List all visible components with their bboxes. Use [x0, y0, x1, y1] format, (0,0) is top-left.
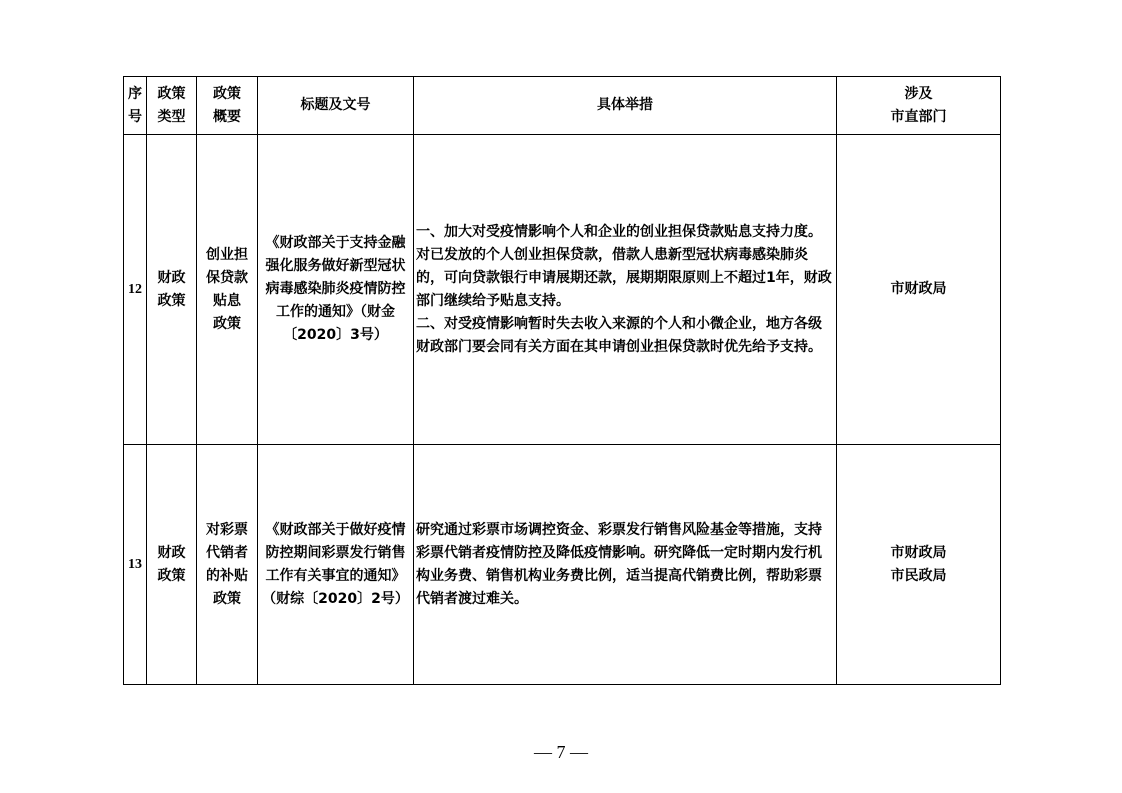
row-measures: 一、加大对受疫情影响个人和企业的创业担保贷款贴息支持力度。对已发放的个人创业担保贷款，借款人患新型冠状病毒感染肺炎的，可向贷款银行申请展期还款，展期期限原则上不超过1年，财政部门继续给予贴息支持。 二、对受疫情影响暂时失去收入来源的个人和小微企业，地方各级财政部门要会同有关方面在其申请创业担保贷款时优先给予支持。: [414, 135, 837, 445]
row-department: 市财政局: [837, 135, 1001, 445]
header-department: 涉及 市直部门: [837, 77, 1001, 135]
row-policy-type: 财政 政策: [147, 135, 197, 445]
table-row: [124, 445, 1001, 685]
row-measures: 研究通过彩票市场调控资金、彩票发行销售风险基金等措施，支持彩票代销者疫情防控及降低疫情影响。研究降低一定时期内发行机构业务费、销售机构业务费比例，适当提高代销费比例，帮助彩票代销者渡过难关。: [414, 445, 837, 685]
policy-table: [123, 76, 1001, 685]
row-policy-summary: 对彩票 代销者 的补贴 政策: [197, 445, 258, 685]
page-number: — 7 —: [534, 742, 588, 762]
row-department: 市财政局 市民政局: [837, 445, 1001, 685]
row-policy-type: 财政 政策: [147, 445, 197, 685]
header-title: 标题及文号: [258, 77, 414, 135]
header-measures: 具体举措: [414, 77, 837, 135]
row-title: 《财政部关于支持金融强化服务做好新型冠状病毒感染肺炎疫情防控工作的通知》（财金〔2020〕3号）: [258, 135, 414, 445]
table-row: [124, 135, 1001, 445]
row-seq: 12: [124, 135, 147, 445]
row-seq: 13: [124, 445, 147, 685]
header-policy-summary: 政策 概要: [197, 77, 258, 135]
table-header-row: [124, 77, 1001, 135]
row-title: 《财政部关于做好疫情防控期间彩票发行销售工作有关事宜的通知》（财综〔2020〕2号）: [258, 445, 414, 685]
row-policy-summary: 创业担 保贷款 贴息 政策: [197, 135, 258, 445]
header-policy-type: 政策 类型: [147, 77, 197, 135]
header-seq: 序 号: [124, 77, 147, 135]
